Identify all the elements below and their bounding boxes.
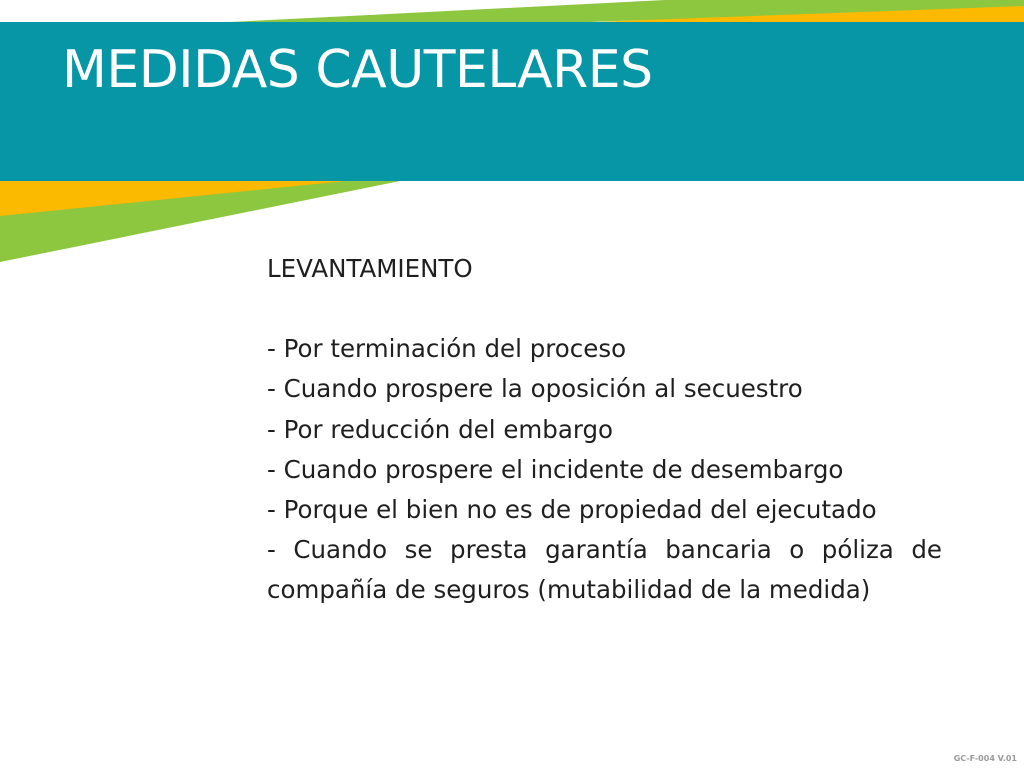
bullet-item-1: - Por terminación del proceso	[267, 334, 627, 364]
slide-title: MEDIDAS CAUTELARES	[62, 40, 653, 100]
bullet-item-4: - Cuando prospere el incidente de desembargo	[267, 454, 844, 484]
section-heading: LEVANTAMIENTO	[267, 254, 473, 283]
bullet-item-6: - Cuando se presta garantía bancaria o póliza de compañía de seguros (mutabilidad de la medida)	[267, 535, 942, 605]
heading-spacer	[267, 289, 942, 329]
bullet-item-3: - Por reducción del embargo	[267, 414, 614, 444]
slide-content	[267, 249, 942, 611]
bullet-item-5: - Porque el bien no es de propiedad del ejecutado	[267, 495, 877, 525]
bullet-item-2: - Cuando prospere la oposición al secuestro	[267, 374, 803, 404]
document-code: GC-F-004 V.01	[953, 754, 1017, 763]
